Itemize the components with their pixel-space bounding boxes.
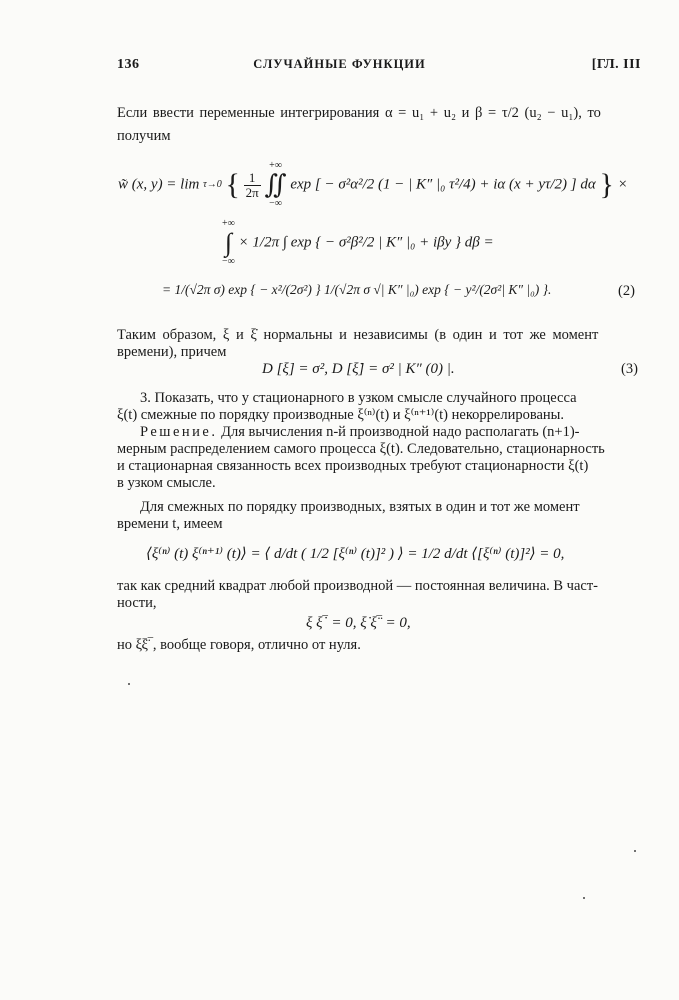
eq-number-3: (3) bbox=[621, 361, 638, 377]
para2-line2: времени t, имеем bbox=[117, 516, 223, 532]
scan-speck bbox=[634, 850, 636, 852]
equation-3: = 1/(√2π σ) exp { − x²/(2σ²) } 1/(√2π σ √| K″ |₀) exp { − y²/(2σ²| K″ |₀) }. bbox=[162, 282, 552, 297]
eq1-lhs: w̃ (x, y) = lim bbox=[118, 176, 200, 193]
problem3-line1: 3. Показать, что у стационарного в узком смысле случайного процесса bbox=[140, 390, 577, 406]
equation-6: ξ ξ̇‾ = 0, ξ̇ ξ̈‾ = 0, bbox=[306, 615, 411, 631]
intro-line: Если ввести переменные интегрирования α = u₁ + u₂ и β = τ/2 (u₂ − u₁), то bbox=[117, 105, 601, 121]
equation-4: D [ξ] = σ², D [ξ̇] = σ² | K″ (0) |. bbox=[262, 361, 455, 377]
solution-line2: мерным распределением самого процесса ξ(t). Следовательно, стационарность bbox=[117, 441, 605, 457]
solution-line3: и стационарная связанность всех производных требуют стационарности ξ(t) bbox=[117, 458, 589, 474]
equation-2 bbox=[222, 218, 494, 268]
final-line: но ξξ̈‾, вообще говоря, отлично от нуля. bbox=[117, 637, 361, 653]
eq1-frac: $\frac{1}{2\pi}$ bbox=[245, 169, 259, 200]
intro-line-2: получим bbox=[117, 128, 171, 144]
scan-speck bbox=[583, 897, 585, 899]
page-number: 136 bbox=[117, 57, 140, 72]
running-title: СЛУЧАЙНЫЕ ФУНКЦИИ bbox=[253, 57, 426, 71]
double-integral: +∞ ∬ −∞ bbox=[264, 160, 287, 209]
equation-1: w̃ (x, y) = lim τ→0 { $\frac{1}{2\pi}$ +∞ ∬ −∞ exp [ − σ²α²/2 (1 − | K″ |₀ τ²/4) + iα (x + yτ/2) ] dα } × bbox=[118, 160, 628, 209]
para3-line2: ности, bbox=[117, 595, 157, 611]
para2-line1: Для смежных по порядку производных, взятых в один и тот же момент bbox=[140, 499, 580, 515]
single-integral: +∞ ∫ −∞ bbox=[222, 218, 235, 267]
eq1-body: exp [ − σ²α²/2 (1 − | K″ |₀ τ²/4) + iα (x + yτ/2) ] dα bbox=[290, 176, 596, 193]
chapter-label: [ГЛ. III bbox=[591, 57, 641, 72]
para1-line2: времени), причем bbox=[117, 344, 227, 360]
scan-speck bbox=[128, 683, 130, 685]
problem3-line2: ξ(t) смежные по порядку производные ξ⁽ⁿ⁾(t) и ξ⁽ⁿ⁺¹⁾(t) некоррелированы. bbox=[117, 407, 565, 423]
equation-5: ⟨ξ⁽ⁿ⁾ (t) ξ⁽ⁿ⁺¹⁾ (t)⟩ = ⟨ d/dt ( 1/2 [ξ⁽ⁿ⁾ (t)]² ) ⟩ = 1/2 d/dt ⟨[ξ⁽ⁿ⁾ (t)]²⟩ = 0, bbox=[146, 546, 565, 562]
eq1-lim-sub: τ→0 bbox=[203, 179, 222, 190]
para1-line1: Таким образом, ξ и ξ̇ нормальны и независимы (в один и тот же момент bbox=[117, 327, 599, 343]
solution-label: Решение. bbox=[140, 424, 218, 440]
solution-line1: Решение. Для вычисления n-й производной надо располагать (n+1)- bbox=[140, 424, 580, 440]
solution-line4: в узком смысле. bbox=[117, 475, 216, 491]
eq-number-2: (2) bbox=[618, 283, 635, 299]
para3-line1: так как средний квадрат любой производной — постоянная величина. В част- bbox=[117, 578, 599, 594]
eq2-body: × 1/2π ∫ exp { − σ²β²/2 | K″ |₀ + iβy } dβ = bbox=[238, 234, 494, 251]
